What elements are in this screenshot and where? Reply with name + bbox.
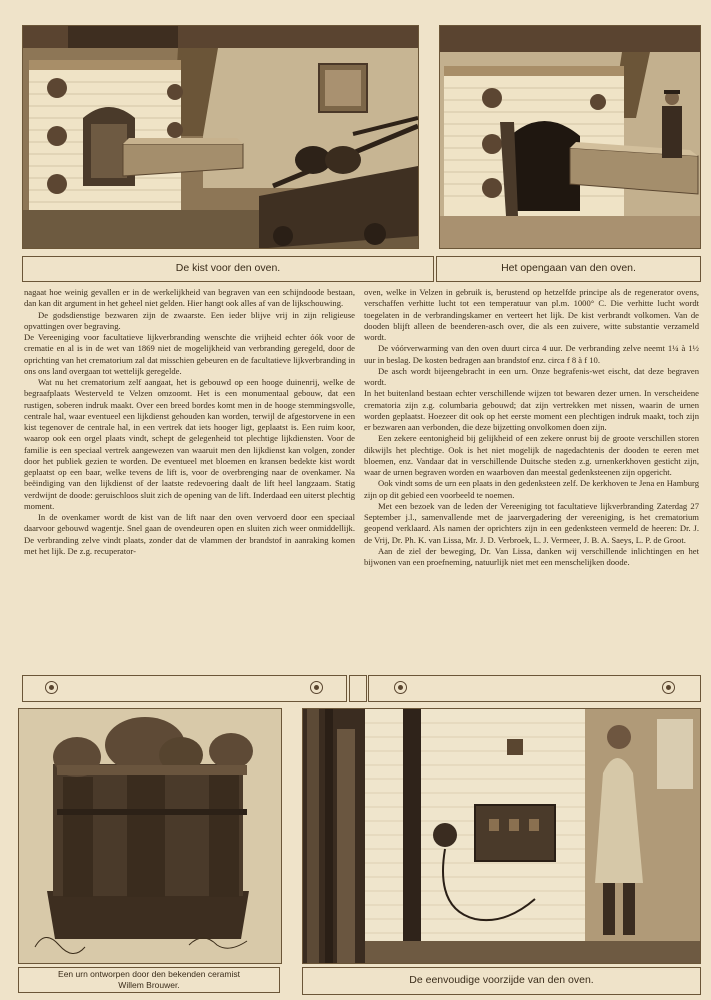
rosette-ornament-icon: [310, 681, 323, 694]
paragraph: Een zekere eentonigheid bij gelijkheid of een zekere onrust bij de groote verschillen storen dikwijls het plechtige. Ook is het niet mogelijk de nagedachtenis der dooden te eeren met bloemen, enz. Vandaar dat in verschillende Duitsche steden z.g. urnenkerkhoven gesticht zijn, waar de urnen begraven worden en waarboven dan meestal gedenksteenen zijn opgericht.: [364, 433, 699, 477]
photo-urn-willem-brouwer: [18, 708, 282, 964]
paragraph: De Vereeniging voor facultatieve lijkverbranding wenschte die vrijheid echter óók voor de crematie en al is in de wet van 1869 niet de mogelijkheid van verbranding geregeld, door de oprichting van het crematorium zal dat misschien gebeuren en de facultatieve lijkverbranding in ons ons land overgaan tot wettelijk geregelde.: [24, 332, 355, 376]
paragraph: Aan de ziel der beweging, Dr. Van Lissa, danken wij verschillende inlichtingen en het bijwonen van een proefneming, natuurlijk niet met een menschelijken doode.: [364, 545, 699, 567]
paragraph: De vóórverwarming van den oven duurt circa 4 uur. De verbranding zelve neemt 1¼ à 1½ uur in beslag. De kosten bedragen aan brandstof enz. circa f 8 à f 10.: [364, 343, 699, 365]
caption-eenvoudige-voorzijde: De eenvoudige voorzijde van den oven.: [302, 967, 701, 995]
paragraph: In de ovenkamer wordt de kist van de lift naar den oven vervoerd door een speciaal daarvoor gebouwd wagentje. Snel gaan de ovendeuren open en sluiten zich weer onmiddellijk. De verbranding zelve vindt plaats, zonder dat de vlammen der brandstof in aanraking komen met het lijk. De z.g. recuperator-: [24, 512, 355, 556]
paragraph: In het buitenland bestaan echter verschillende wijzen tot bewaren dezer urnen. In verscheidene crematoria zijn z.g. columbaria gebouwd; dat zijn vertrekken met nissen, waarin de urnen worden geplaatst. Hoezeer dit ook op het eerste moment een plechtigen indruk maakt, toch zijn er bezwaren aan verbonden, die deze bijzetting onvolkomen doen zijn.: [364, 388, 699, 432]
caption-opengaan-oven: Het opengaan van den oven.: [436, 256, 701, 282]
photo-coffin-before-oven: [22, 25, 419, 249]
paragraph: Met een bezoek van de leden der Vereeniging tot facultatieve lijkverbranding Zaterdag 27 September j.l., samenvallende met de jaarvergadering der vereeniging, is het crematorium geopend verklaard. Als namen der oprichters zijn in een gedenksteen vermeld de heeren: Dr. J. de Vrij, Dr. Ph. K. van Lissa, Mr. J. D. Verbroek, L. J. Vermeer, J. B. A. Saeys, L. P. de Groot.: [364, 500, 699, 545]
ornament-divider-left: [22, 675, 347, 702]
paragraph: oven, welke in Velzen in gebruik is, berustend op hetzelfde principe als de regenerator ovens, verschaffen verhitte lucht tot een temperatuur van pl.m. 1000° C. Die verhitte lucht wordt toegelaten in de verbrandingskamer en verteert het lijk. De kist verbrandt volkomen. Van de dooden blijft alleen de beenderen-asch over, die als een zuivere, witte substantie verzameld wordt.: [364, 287, 699, 342]
paragraph: nagaat hoe weinig gevallen er in de werkelijkheid van begraven van een schijndoode bestaan, dan kan dit argument in het geheel niet gelden. Hier hangt ook alles af van de lijkschouwing.: [24, 287, 355, 309]
article-left-column: [24, 287, 355, 667]
paragraph: De godsdienstige bezwaren zijn de zwaarste. Een ieder blijve vrij in zijn religieuse opvattingen over begraving.: [24, 309, 355, 331]
paragraph: Ook vindt soms de urn een plaats in den gedenksteen zelf. De kerkhoven te Jena en Hamburg zijn op dit gebied een voorbeeld te noemen.: [364, 478, 699, 500]
rosette-ornament-icon: [662, 681, 675, 694]
paragraph: De asch wordt bijeengebracht in een urn. Onze begrafenis-wet eischt, dat deze begraven wordt.: [364, 365, 699, 387]
rosette-ornament-icon: [394, 681, 407, 694]
photo-oven-opening: [439, 25, 701, 249]
rosette-ornament-icon: [45, 681, 58, 694]
caption-urn-ontwerp: Een urn ontworpen door den bekenden ceramist Willem Brouwer.: [18, 967, 280, 993]
ornament-divider-middle: [349, 675, 367, 702]
caption-kist-voor-oven: De kist voor den oven.: [22, 256, 434, 282]
article-right-column: [364, 287, 699, 667]
ornament-divider-right: [368, 675, 701, 702]
photo-oven-front-side: [302, 708, 701, 964]
paragraph: Wat nu het crematorium zelf aangaat, het is gebouwd op een hooge duinenrij, welke de begraafplaats Westerveld te Velzen omzoomt. Het is een monumentaal gebouw, dat een rustigen, soberen indruk maakt. Over een breed bordes komt men in de hooge stemmingsvolle, centrale hal, waar eventueel een lijkdienst gehouden kan worden, terwijl de afgestorvene in een kist tegenover de centrale hal, in een vertrek dat iets hooger ligt, geplaatst is. Een ruim koor, waarop ook een orgel plaats vindt, schept de gelegenheid tot plechtige lijkdiensten. Voor de familie is een speciaal vertrek aangewezen van waaruit men den lijkdienst kan volgen, zonder door het publiek gezien te worden. De eventueel met bloemen en kransen bedekte kist wordt geplaatst op een baar, welke tevens de lift is, voor de overbrenging naar de ovenkamer. Na beëindiging van den lijkdienst of der laatste redevoering daalt de lift heel langzaam. Statig verdwijnt de doode: geruischloos sluit zich de opening van de lift. Inderdaad een uiterst plechtig moment.: [24, 377, 356, 511]
